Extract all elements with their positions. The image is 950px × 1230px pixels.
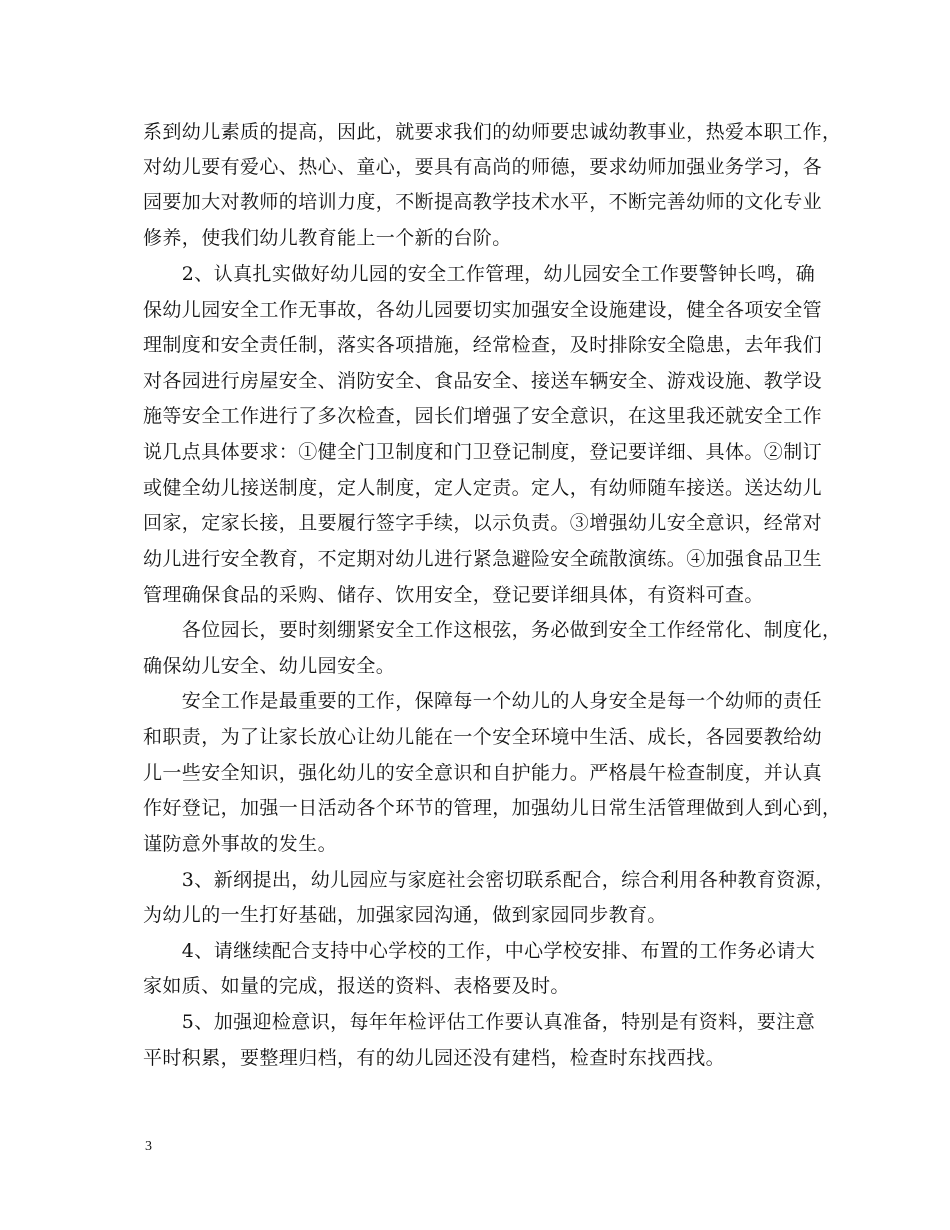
text-line: 对幼儿要有爱心、热心、童心，要具有高尚的师德，要求幼师加强业务学习，各 — [143, 156, 823, 178]
text-line: 理制度和安全责任制，落实各项措施，经常检查，及时排除安全隐患，去年我们 — [143, 334, 823, 356]
text-line: 和职责，为了让家长放心让幼儿能在一个安全环境中生活、成长，各园要教给幼 — [143, 726, 823, 748]
text-line: 修养，使我们幼儿教育能上一个新的台阶。 — [143, 227, 512, 249]
text-line: 家如质、如量的完成，报送的资料、表格要及时。 — [143, 975, 570, 997]
text-line: 为幼儿的一生打好基础，加强家园沟通，做到家园同步教育。 — [143, 904, 667, 926]
text-line: 3、新纲提出，幼儿园应与家庭社会密切联系配合，综合利用各种教育资源， — [143, 869, 835, 891]
text-line: 回家，定家长接，且要履行签字手续，以示负责。③增强幼儿安全意识，经常对 — [143, 512, 823, 534]
text-line: 对各园进行房屋安全、消防安全、食品安全、接送车辆安全、游戏设施、教学设 — [143, 370, 823, 392]
text-line: 说几点具体要求：①健全门卫制度和门卫登记制度，登记要详细、具体。②制订 — [143, 441, 823, 463]
text-line: 幼儿进行安全教育，不定期对幼儿进行紧急避险安全疏散演练。④加强食品卫生 — [143, 548, 823, 570]
text-line: 2、认真扎实做好幼儿园的安全工作管理，幼儿园安全工作要警钟长鸣，确 — [143, 263, 816, 285]
text-line: 施等安全工作进行了多次检查，园长们增强了安全意识，在这里我还就安全工作 — [143, 405, 823, 427]
text-line: 5、加强迎检意识，每年年检评估工作要认真准备，特别是有资料，要注意 — [143, 1011, 816, 1033]
text-line: 谨防意外事故的发生。 — [143, 833, 338, 855]
text-line: 平时积累，要整理归档，有的幼儿园还没有建档，检查时东找西找。 — [143, 1047, 726, 1069]
text-line: 儿一些安全知识，强化幼儿的安全意识和自护能力。严格晨午检查制度，并认真 — [143, 762, 823, 784]
text-line: 或健全幼儿接送制度，定人制度，定人定责。定人，有幼师随车接送。送达幼儿 — [143, 477, 823, 499]
text-line: 系到幼儿素质的提高，因此，就要求我们的幼师要忠诚幼教事业，热爱本职工作， — [143, 121, 842, 143]
text-line: 保幼儿园安全工作无事故，各幼儿园要切实加强安全设施建设，健全各项安全管 — [143, 299, 823, 321]
page-number: 3 — [145, 1139, 152, 1154]
text-line: 作好登记，加强一日活动各个环节的管理，加强幼儿日常生活管理做到人到心到， — [143, 797, 842, 819]
text-line: 安全工作是最重要的工作，保障每一个幼儿的人身安全是每一个幼师的责任 — [143, 690, 823, 712]
text-line: 各位园长，要时刻绷紧安全工作这根弦，务必做到安全工作经常化、制度化， — [143, 619, 842, 641]
text-line: 园要加大对教师的培训力度，不断提高教学技术水平，不断完善幼师的文化专业 — [143, 191, 823, 213]
text-line: 管理确保食品的采购、储存、饮用安全，登记要详细具体，有资料可查。 — [143, 584, 764, 606]
text-line: 确保幼儿安全、幼儿园安全。 — [143, 655, 396, 677]
text-line: 4、请继续配合支持中心学校的工作，中心学校安排、布置的工作务必请大 — [143, 940, 816, 962]
